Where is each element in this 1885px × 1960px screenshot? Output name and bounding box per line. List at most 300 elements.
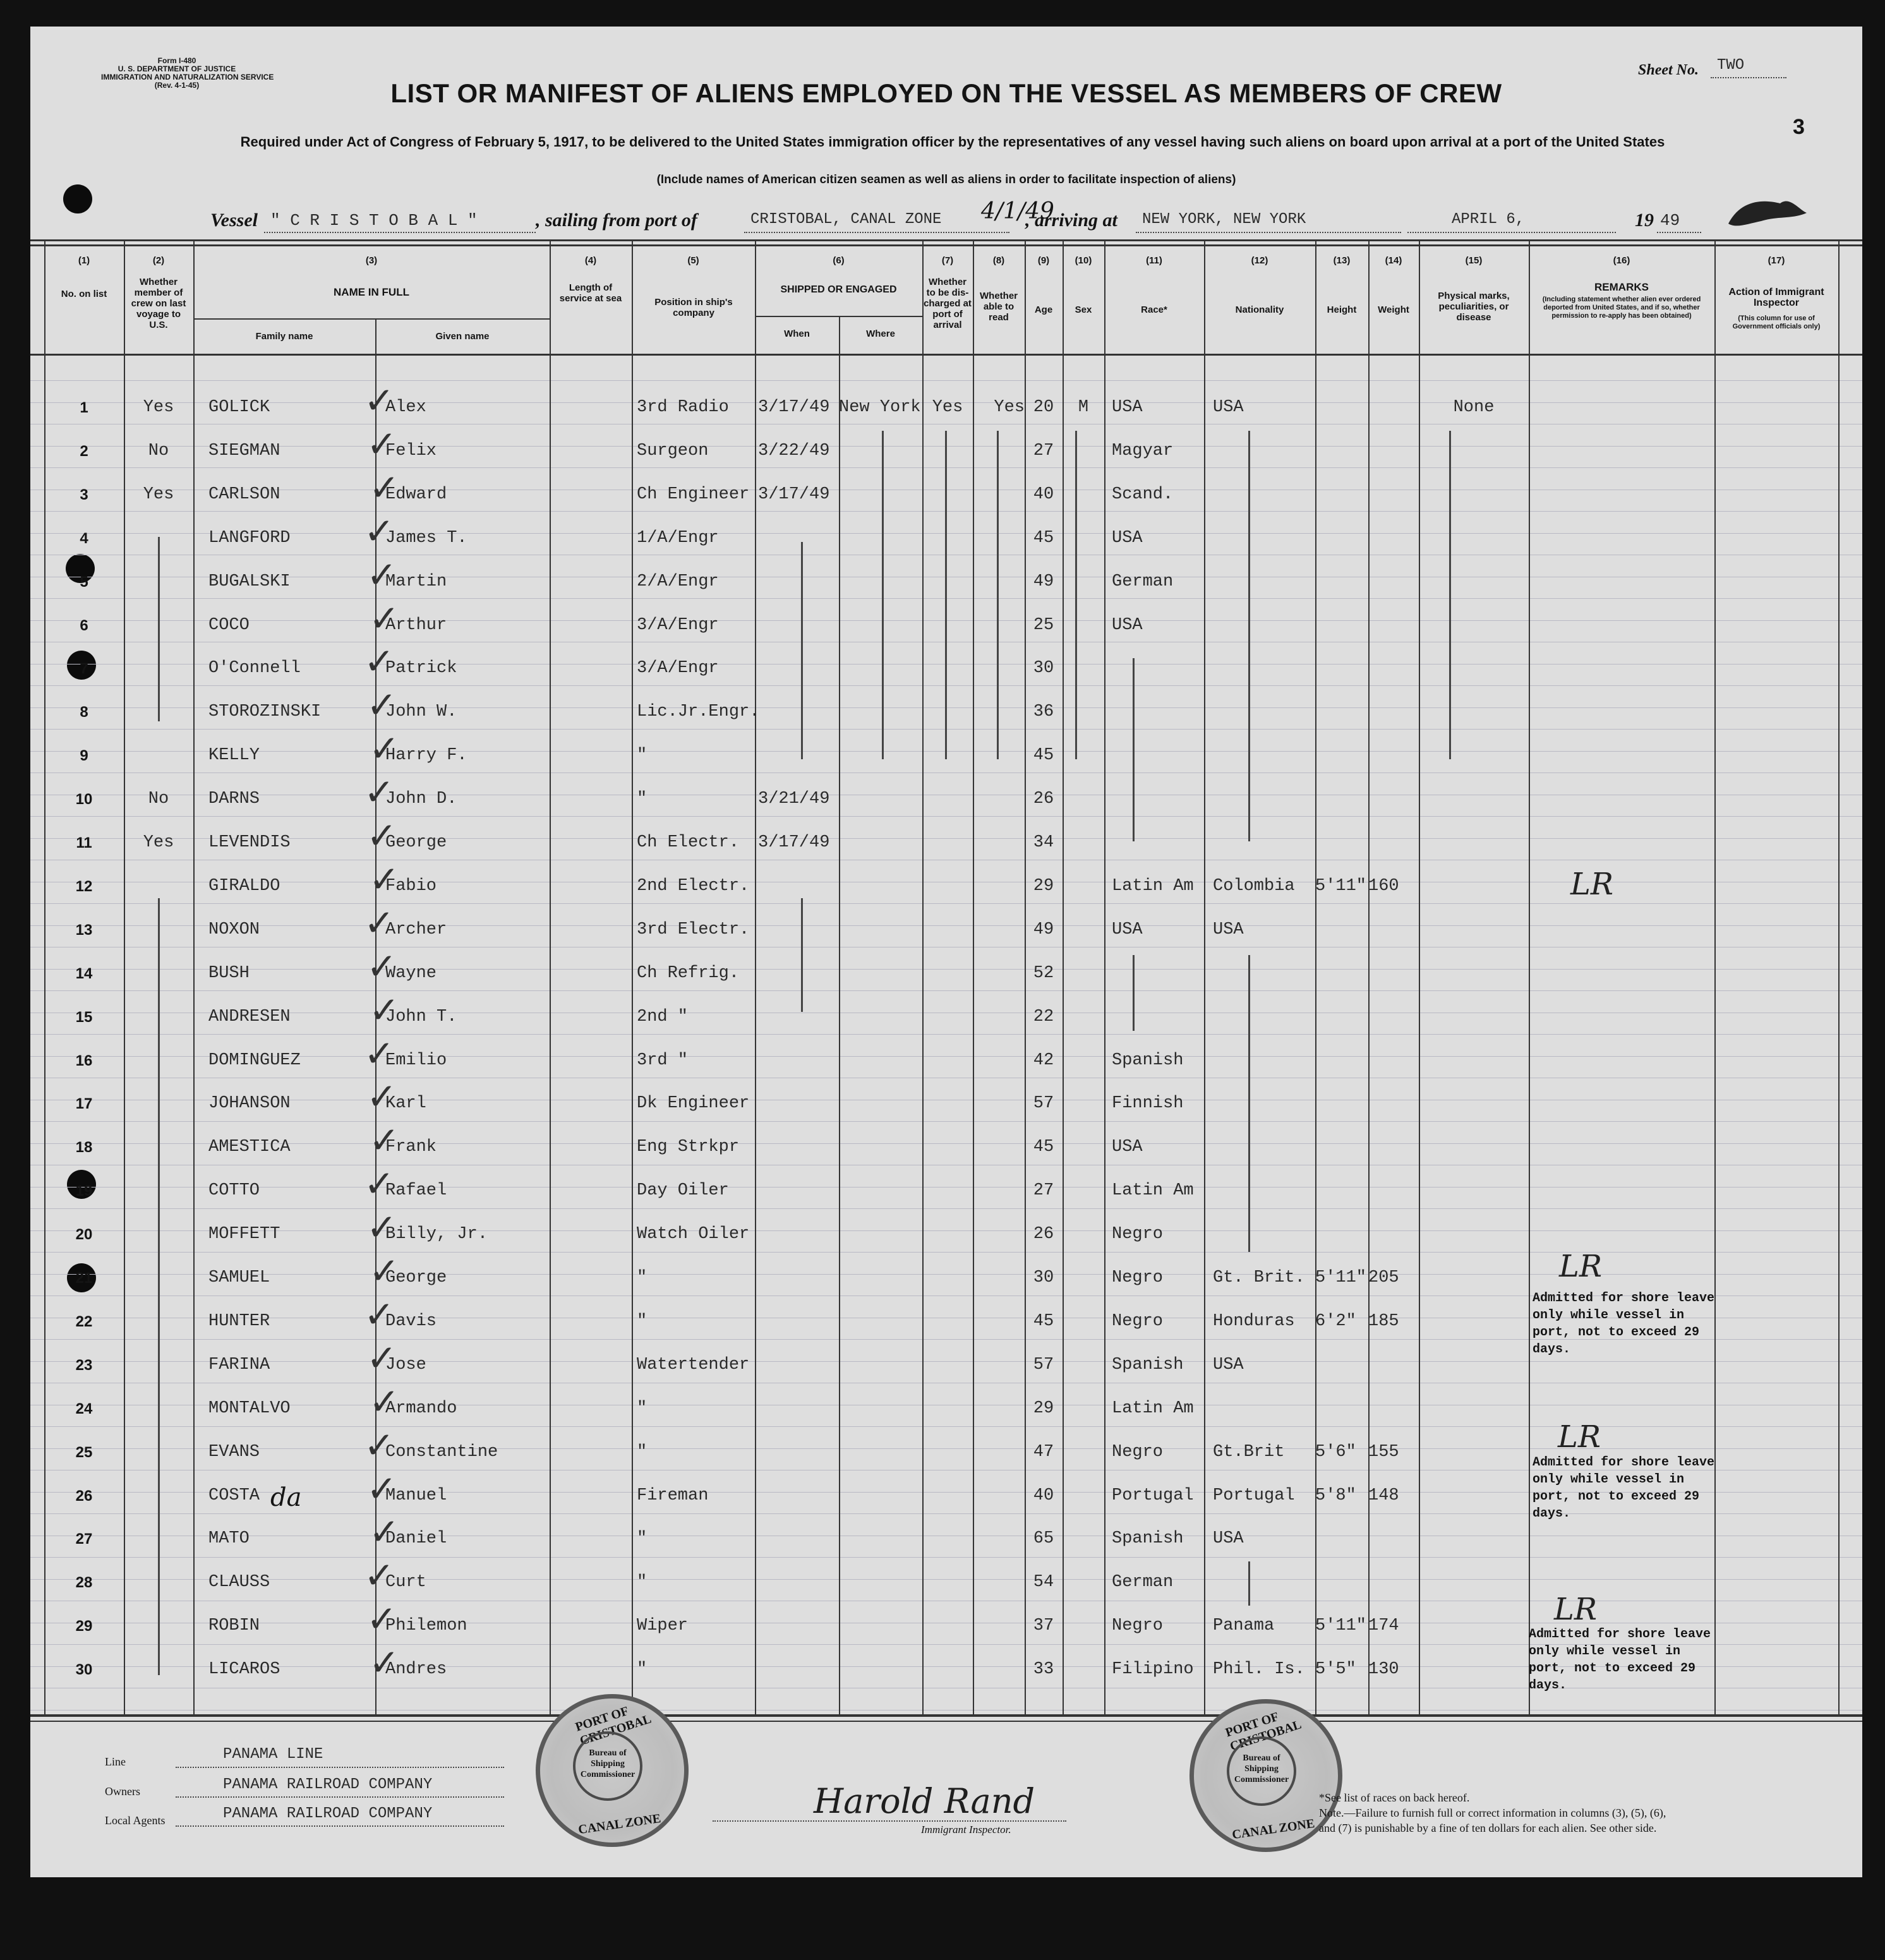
ditto-line (945, 431, 947, 759)
cell-age: 45 (1033, 1312, 1054, 1331)
ditto-line (1075, 431, 1077, 759)
cell-no: 9 (80, 747, 88, 764)
cell-family: MONTALVO (208, 1399, 291, 1418)
cell-weight: 148 (1368, 1486, 1399, 1505)
checkmark-icon: ✓ (366, 1075, 397, 1118)
cell-race: Filipino (1112, 1660, 1194, 1679)
cell-family: ROBIN (208, 1616, 260, 1635)
col-header-weight: Weight (1378, 304, 1409, 315)
checkmark-icon: ✓ (369, 1249, 400, 1292)
cell-position: " (637, 1399, 647, 1418)
cell-position: " (637, 790, 647, 809)
cell-age: 29 (1033, 877, 1054, 896)
cell-no: 27 (75, 1530, 93, 1548)
vessel-label: Vessel (210, 210, 258, 231)
col-rule (1529, 241, 1530, 1717)
manifest-sheet (30, 27, 1862, 1877)
form-service: IMMIGRATION AND NATURALIZATION SERVICE (101, 73, 274, 81)
cell-when: 3/17/49 (758, 398, 830, 417)
cell-race: Spanish (1112, 1529, 1184, 1548)
cell-given: Jose (385, 1356, 426, 1374)
cell-race: Negro (1112, 1312, 1164, 1331)
cell-age: 49 (1033, 572, 1054, 591)
cell-no: 18 (75, 1139, 93, 1156)
col-header-discharged: Whether to be dis-charged at port of arrival (924, 277, 972, 330)
stamp-center: Bureau of Shipping Commissioner (1227, 1736, 1296, 1806)
cell-given: Philemon (385, 1616, 467, 1635)
inspector-label: Immigrant Inspector. (921, 1824, 1011, 1836)
col-header-shipped-where: Where (866, 328, 895, 339)
col-num: (11) (1146, 255, 1162, 266)
remark-shore-leave: Admitted for shore leave only while vessel in port, not to exceed 29 days. (1533, 1455, 1715, 1521)
cell-no: 21 (75, 1270, 93, 1287)
cell-no: 5 (80, 574, 88, 591)
col-rule (1063, 241, 1064, 1717)
col-header-age: Age (1034, 304, 1053, 315)
sailing-label: , sailing from port of (536, 210, 697, 231)
cell-race: USA (1112, 529, 1143, 548)
signature-line (713, 1820, 1066, 1822)
lr-initials: LR (1559, 1249, 1603, 1284)
col-header-inspector-action: Action of Immigrant Inspector (1728, 287, 1824, 308)
cell-given: Constantine (385, 1443, 498, 1462)
cell-position: 2nd " (637, 1007, 689, 1026)
cell-age: 40 (1033, 1486, 1054, 1505)
col-header-position: Position in ship's company (654, 297, 733, 318)
cell-position: " (637, 1529, 647, 1548)
col-num: (8) (992, 255, 1005, 266)
cell-age: 30 (1033, 1268, 1054, 1287)
cell-position: " (637, 746, 647, 765)
footnote-penalty: Note.—Failure to furnish full or correct information in columns (3), (5), (6), and (7) is punishable by a fine of ten dollars for each alien. See other side. (1319, 1807, 1666, 1834)
cell-height: 5'11" (1315, 1268, 1367, 1287)
cell-nationality: Phil. Is. (1213, 1660, 1305, 1679)
ruled-line (30, 903, 1862, 904)
checkmark-icon: ✓ (369, 1641, 400, 1684)
cell-no: 1 (80, 399, 88, 416)
col-num: (13) (1333, 255, 1351, 266)
cell-race: Negro (1112, 1225, 1164, 1244)
cell-race: Scand. (1112, 485, 1174, 504)
cell-position: Wiper (637, 1616, 689, 1635)
cell-position: Ch Engineer (637, 485, 750, 504)
checkmark-icon: ✓ (366, 423, 397, 466)
footer-agents-rule (176, 1825, 504, 1827)
cell-prev: No (148, 442, 169, 460)
cell-position: 3/A/Engr (637, 616, 719, 635)
name-subheader-rule (193, 318, 550, 320)
cell-position: " (637, 1312, 647, 1331)
cell-height: 5'11" (1315, 1616, 1367, 1635)
stamp-ring-top: PORT OF CRISTOBAL (1224, 1709, 1303, 1754)
lr-initials: LR (1554, 1592, 1598, 1627)
cell-position: Day Oiler (637, 1181, 729, 1200)
cell-given: Davis (385, 1312, 437, 1331)
cell-age: 42 (1033, 1051, 1054, 1070)
col-rule (193, 241, 195, 1717)
cell-race: Latin Am (1112, 1181, 1194, 1200)
cell-family: CARLSON (208, 485, 280, 504)
col-rule (124, 241, 125, 1717)
footer-line-rule (176, 1767, 504, 1768)
cell-no: 7 (80, 660, 88, 677)
cell-given: Archer (385, 920, 447, 939)
cell-discharged: Yes (932, 398, 963, 417)
cell-race: Latin Am (1112, 1399, 1194, 1418)
cell-family: GIRALDO (208, 877, 280, 896)
ruled-line (30, 1208, 1862, 1209)
ruled-line (30, 1034, 1862, 1035)
cell-no: 25 (75, 1444, 93, 1461)
cell-given: John W. (385, 702, 457, 721)
cell-given: Arthur (385, 616, 447, 635)
vessel-name-line (264, 232, 536, 233)
checkmark-icon: ✓ (366, 1467, 397, 1510)
cell-nationality: Honduras (1213, 1312, 1295, 1331)
col-num: (10) (1075, 255, 1092, 266)
remark-shore-leave: Admitted for shore leave only while vessel in port, not to exceed 29 days. (1529, 1627, 1711, 1693)
cell-height: 6'2" (1315, 1312, 1356, 1331)
cell-family: LANGFORD (208, 529, 291, 548)
col-header-given-name: Given name (435, 331, 490, 342)
col-header-inspector-note: (This column for use of Government officials only) (1732, 315, 1821, 330)
cell-family: SIEGMAN (208, 442, 280, 460)
cell-position: " (637, 1443, 647, 1462)
footnote-races: *See list of races on back hereof. (1319, 1791, 1470, 1804)
year-line (1657, 232, 1701, 233)
cell-nationality: USA (1213, 920, 1244, 939)
cell-age: 33 (1033, 1660, 1054, 1679)
cell-family: JOHANSON (208, 1094, 291, 1113)
cell-given: Harry F. (385, 746, 467, 765)
cell-prev: Yes (143, 485, 174, 504)
cell-age: 36 (1033, 702, 1054, 721)
cell-height: 5'8" (1315, 1486, 1356, 1505)
arrival-date: APRIL 6, (1452, 211, 1525, 228)
cell-given: Manuel (385, 1486, 447, 1505)
ditto-line (801, 542, 803, 759)
cell-age: 47 (1033, 1443, 1054, 1462)
col-header-shipped-when: When (784, 328, 810, 339)
remark-shore-leave: Admitted for shore leave only while vessel in port, not to exceed 29 days. (1533, 1291, 1715, 1357)
cell-where: New York (839, 398, 921, 417)
cell-family: LICAROS (208, 1660, 280, 1679)
sheet-number: TWO (1717, 57, 1745, 74)
cell-given: Karl (385, 1094, 426, 1113)
handwritten-date: 4/1/49 (981, 198, 1054, 224)
cell-given: Daniel (385, 1529, 447, 1548)
cell-age: 25 (1033, 616, 1054, 635)
col-header-remarks: REMARKS (1594, 281, 1649, 293)
cell-age: 26 (1033, 1225, 1054, 1244)
cell-age: 57 (1033, 1094, 1054, 1113)
cell-family: STOROZINSKI (208, 702, 322, 721)
cell-given: Andres (385, 1660, 447, 1679)
cell-age: 37 (1033, 1616, 1054, 1635)
col-num: (7) (941, 255, 954, 266)
cell-given: Fabio (385, 877, 437, 896)
cell-age: 49 (1033, 920, 1054, 939)
checkmark-icon: ✓ (364, 1293, 395, 1336)
cell-weight: 155 (1368, 1443, 1399, 1462)
ditto-line (882, 431, 884, 759)
cell-race: Negro (1112, 1616, 1164, 1635)
form-rev: (Rev. 4-1-45) (154, 81, 200, 90)
col-num: (3) (365, 255, 378, 266)
table-top-rule-2 (30, 244, 1862, 246)
col-rule (550, 241, 551, 1717)
col-num: (12) (1251, 255, 1268, 266)
cell-position: " (637, 1268, 647, 1287)
checkmark-icon: ✓ (366, 1337, 397, 1380)
ditto-line (997, 431, 999, 759)
checkmark-icon: ✓ (369, 1380, 400, 1423)
ditto-line (1133, 955, 1135, 1031)
cell-nationality: USA (1213, 398, 1244, 417)
checkmark-icon: ✓ (364, 379, 395, 422)
col-num: (6) (833, 255, 845, 266)
cell-age: 45 (1033, 529, 1054, 548)
cell-no: 4 (80, 530, 88, 547)
cell-no: 26 (75, 1488, 93, 1505)
cell-family: GOLICK (208, 398, 270, 417)
cell-family: SAMUEL (208, 1268, 270, 1287)
form-number: Form I-480 (157, 56, 196, 65)
cell-race: Magyar (1112, 442, 1174, 460)
cell-family: LEVENDIS (208, 833, 291, 852)
cell-when: 3/22/49 (758, 442, 830, 460)
checkmark-icon: ✓ (364, 640, 395, 683)
table-bottom-rule (30, 1714, 1862, 1717)
cell-when: 3/17/49 (758, 485, 830, 504)
cell-position: Watch Oiler (637, 1225, 750, 1244)
checkmark-icon: ✓ (369, 466, 400, 509)
cell-given: Emilio (385, 1051, 447, 1070)
cell-age: 26 (1033, 790, 1054, 809)
ruled-line (30, 380, 1862, 381)
cell-race: Negro (1112, 1268, 1164, 1287)
cell-family: NOXON (208, 920, 260, 939)
col-num: (17) (1768, 255, 1785, 266)
cell-family: KELLY (208, 746, 260, 765)
cell-nationality: USA (1213, 1356, 1244, 1374)
cell-race: Finnish (1112, 1094, 1184, 1113)
checkmark-icon: ✓ (366, 553, 397, 596)
footer-line-label: Line (105, 1755, 126, 1768)
cell-sex: M (1078, 398, 1089, 417)
ditto-line (1133, 658, 1135, 841)
sailing-port-line (744, 232, 1009, 233)
cell-prev: Yes (143, 398, 174, 417)
checkmark-icon: ✓ (364, 1162, 395, 1205)
ruled-line (30, 990, 1862, 991)
col-num: (4) (584, 255, 597, 266)
handwritten-da: da (270, 1483, 302, 1512)
cell-race: Latin Am (1112, 877, 1194, 896)
cell-nationality: Portugal (1213, 1486, 1295, 1505)
cell-age: 27 (1033, 1181, 1054, 1200)
footer-agents-label: Local Agents (105, 1814, 166, 1827)
cell-weight: 185 (1368, 1312, 1399, 1331)
col-rule (1419, 241, 1420, 1717)
cell-given: Armando (385, 1399, 457, 1418)
col-header-crew-last-voyage: Whether member of crew on last voyage to U.S. (131, 277, 186, 330)
cell-when: 3/21/49 (758, 790, 830, 809)
col-num: (15) (1465, 255, 1483, 266)
cell-position: 3rd " (637, 1051, 689, 1070)
cell-height: 5'6" (1315, 1443, 1356, 1462)
cell-given: George (385, 1268, 447, 1287)
sailing-port: CRISTOBAL, CANAL ZONE (750, 211, 942, 228)
cell-age: 52 (1033, 964, 1054, 983)
form-dept: U. S. DEPARTMENT OF JUSTICE (117, 64, 236, 73)
table-top-rule (30, 239, 1862, 241)
port-stamp (536, 1694, 689, 1847)
cell-weight: 130 (1368, 1660, 1399, 1679)
cell-age: 22 (1033, 1007, 1054, 1026)
col-rule (973, 241, 974, 1717)
document-subtitle-note: (Include names of American citizen seamen as well as aliens in order to facilitate inspection of aliens) (656, 173, 1236, 186)
cell-age: 27 (1033, 442, 1054, 460)
cell-position: Dk Engineer (637, 1094, 750, 1113)
header-bottom-rule (30, 354, 1862, 356)
cell-age: 45 (1033, 746, 1054, 765)
cell-family: BUGALSKI (208, 572, 291, 591)
col-header-race: Race* (1141, 304, 1167, 315)
cell-age: 65 (1033, 1529, 1054, 1548)
ruled-line (30, 816, 1862, 817)
arrival-date-line (1407, 232, 1616, 233)
footer-owners-label: Owners (105, 1785, 140, 1798)
cell-position: 2/A/Engr (637, 572, 719, 591)
cell-position: 3rd Electr. (637, 920, 750, 939)
cell-weight: 160 (1368, 877, 1399, 896)
cell-no: 14 (75, 965, 93, 982)
cell-family: MATO (208, 1529, 250, 1548)
checkmark-icon: ✓ (364, 510, 395, 553)
cell-nationality: Gt. Brit. (1213, 1268, 1305, 1287)
cell-family: AMESTICA (208, 1138, 291, 1157)
checkmark-icon: ✓ (366, 945, 397, 988)
col-header-able-to-read: Whether able to read (980, 291, 1018, 323)
sheet-label: Sheet No. (1638, 62, 1699, 78)
checkmark-icon: ✓ (364, 1424, 395, 1467)
cell-position: Eng Strkpr (637, 1138, 740, 1157)
checkmark-icon: ✓ (369, 597, 400, 640)
ditto-line (158, 898, 160, 1675)
ditto-line (1248, 955, 1250, 1252)
cell-no: 17 (75, 1095, 93, 1112)
cell-family: O'Connell (208, 659, 301, 678)
cell-race: USA (1112, 920, 1143, 939)
checkmark-icon: ✓ (364, 771, 395, 814)
col-num: (14) (1385, 255, 1402, 266)
cell-position: Ch Electr. (637, 833, 740, 852)
year-prefix: 19 (1635, 210, 1654, 231)
cell-no: 15 (75, 1009, 93, 1026)
stamp-center: Bureau of Shipping Commissioner (573, 1731, 642, 1801)
checkmark-icon: ✓ (369, 1119, 400, 1162)
cell-position: Surgeon (637, 442, 709, 460)
cell-position: Fireman (637, 1486, 709, 1505)
ditto-line (1449, 431, 1451, 759)
cell-family: COTTO (208, 1181, 260, 1200)
col-rule (922, 241, 924, 1717)
stamp-ring-bottom: CANAL ZONE (577, 1811, 662, 1837)
cell-height: 5'11" (1315, 877, 1367, 896)
cell-no: 22 (75, 1313, 93, 1330)
document-title: LIST OR MANIFEST OF ALIENS EMPLOYED ON THE VESSEL AS MEMBERS OF CREW (390, 78, 1502, 108)
cell-no: 23 (75, 1357, 93, 1374)
cell-no: 29 (75, 1618, 93, 1635)
col-num: (9) (1037, 255, 1050, 266)
cell-age: 45 (1033, 1138, 1054, 1157)
ditto-line (1248, 1561, 1250, 1606)
footer-agents-value: PANAMA RAILROAD COMPANY (223, 1805, 433, 1822)
cell-position: 1/A/Engr (637, 529, 719, 548)
cell-no: 19 (75, 1182, 93, 1199)
col-num: (2) (152, 255, 165, 266)
col-rule (1204, 241, 1205, 1717)
cell-family: FARINA (208, 1356, 270, 1374)
ditto-line (1248, 431, 1250, 841)
cell-no: 30 (75, 1661, 93, 1678)
cell-age: 30 (1033, 659, 1054, 678)
checkmark-icon: ✓ (366, 814, 397, 857)
lr-initials: LR (1570, 867, 1614, 902)
cell-given: George (385, 833, 447, 852)
ditto-line (801, 898, 803, 1012)
cell-race: USA (1112, 1138, 1143, 1157)
punch-hole (63, 184, 92, 213)
checkmark-icon: ✓ (364, 1032, 395, 1075)
cell-race: Spanish (1112, 1356, 1184, 1374)
lr-initials: LR (1558, 1419, 1601, 1455)
cell-family: COCO (208, 616, 250, 635)
cell-family: MOFFETT (208, 1225, 280, 1244)
checkmark-icon: ✓ (369, 989, 400, 1031)
cell-age: 29 (1033, 1399, 1054, 1418)
cell-family: COSTA (208, 1486, 260, 1505)
cell-no: 13 (75, 922, 93, 939)
cell-given: Felix (385, 442, 437, 460)
checkmark-icon: ✓ (364, 1554, 395, 1597)
cell-given: Martin (385, 572, 447, 591)
ink-mark-icon (1723, 184, 1812, 235)
col-header-remarks-note: (Including statement whether alien ever ordered deported from United States, and if so, whether permission to re-apply has been obtained) (1542, 296, 1701, 320)
checkmark-icon: ✓ (366, 1206, 397, 1249)
col-header-nationality: Nationality (1235, 304, 1284, 315)
col-rule (1104, 241, 1105, 1717)
arriving-label: , arriving at (1025, 210, 1117, 231)
cell-age: 40 (1033, 485, 1054, 504)
cell-family: ANDRESEN (208, 1007, 291, 1026)
cell-age: 57 (1033, 1356, 1054, 1374)
table-bottom-rule-2 (30, 1721, 1862, 1722)
cell-no: 12 (75, 878, 93, 895)
ruled-line (30, 1121, 1862, 1122)
cell-no: 20 (75, 1226, 93, 1243)
cell-position: Ch Refrig. (637, 964, 740, 983)
arriving-port-line (1136, 232, 1401, 233)
cell-family: CLAUSS (208, 1573, 270, 1592)
cell-position: Lic.Jr.Engr. (637, 702, 760, 721)
cell-family: DARNS (208, 790, 260, 809)
stamp-ring-top: PORT OF CRISTOBAL (574, 1704, 653, 1748)
footer-owners-rule (176, 1796, 504, 1798)
cell-family: HUNTER (208, 1312, 270, 1331)
cell-given: James T. (385, 529, 467, 548)
